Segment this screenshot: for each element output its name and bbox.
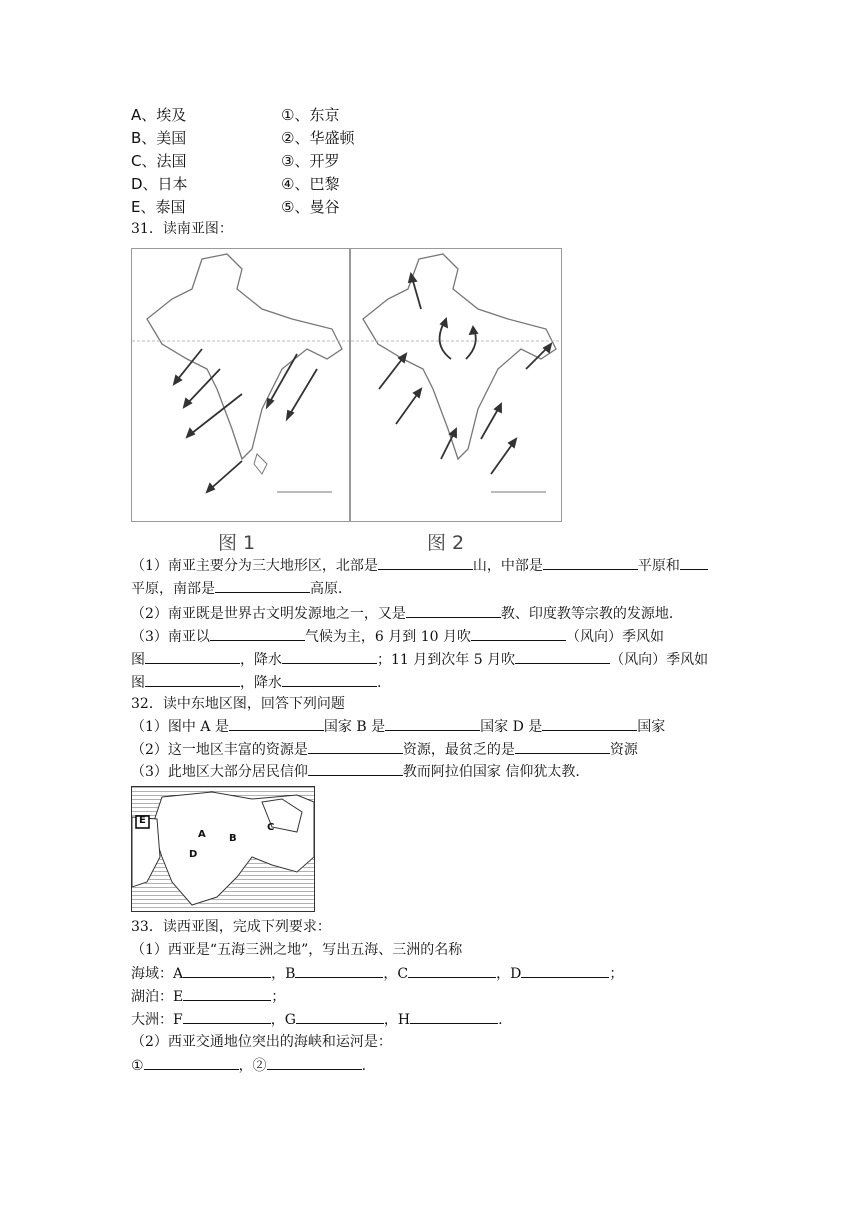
answer-blank[interactable] bbox=[183, 986, 271, 1001]
answer-blank[interactable] bbox=[543, 555, 638, 570]
q31-part1-line1: （1）南亚主要分为三大地形区，北部是 山，中部是 平原和 bbox=[131, 555, 708, 576]
answer-blank[interactable] bbox=[229, 716, 324, 731]
q33-lake: 湖泊：E ； bbox=[131, 986, 285, 1007]
answer-blank[interactable] bbox=[215, 578, 310, 593]
answer-blank[interactable] bbox=[406, 603, 501, 618]
matching-right-item: ④、巴黎 bbox=[281, 175, 340, 193]
map-label-b: B bbox=[229, 833, 237, 844]
answer-blank[interactable] bbox=[542, 716, 637, 731]
answer-blank[interactable] bbox=[267, 1055, 362, 1070]
q32-part2: （2）这一地区丰富的资源是 资源，最贫乏的是 资源 bbox=[131, 739, 638, 760]
answer-blank[interactable] bbox=[515, 739, 610, 754]
q33-answers: ① ，② . bbox=[131, 1055, 366, 1076]
answer-blank[interactable] bbox=[308, 739, 403, 754]
matching-left-item: A、埃及 bbox=[131, 106, 187, 124]
q31-part2: （2）南亚既是世界古文明发源地之一，又是 教、印度教等宗教的发源地． bbox=[131, 603, 683, 624]
south-asia-map-1 bbox=[131, 248, 350, 522]
answer-blank[interactable] bbox=[378, 555, 473, 570]
answer-blank[interactable] bbox=[521, 963, 609, 978]
matching-left-item: B、美国 bbox=[131, 129, 187, 147]
answer-blank[interactable] bbox=[308, 761, 403, 776]
matching-right-item: ①、东京 bbox=[281, 106, 340, 124]
q31-part3-line1: （3）南亚以 气候为主，6 月到 10 月吹 （风向）季风如 bbox=[131, 626, 664, 647]
matching-right-item: ⑤、曼谷 bbox=[281, 198, 340, 216]
answer-blank[interactable] bbox=[471, 626, 566, 641]
answer-blank[interactable] bbox=[385, 716, 480, 731]
answer-blank[interactable] bbox=[183, 963, 271, 978]
answer-blank[interactable] bbox=[282, 649, 377, 664]
q33-part2: （2）西亚交通地位突出的海峡和运河是： bbox=[131, 1034, 392, 1050]
matching-right-column bbox=[281, 104, 354, 219]
answer-blank[interactable] bbox=[680, 555, 708, 570]
answer-blank[interactable] bbox=[145, 649, 240, 664]
q33-part1: （1）西亚是“五海三洲之地”，写出五海、三洲的名称 bbox=[131, 942, 463, 958]
matching-right-item: ②、华盛顿 bbox=[281, 129, 355, 147]
map-label-a: A bbox=[198, 829, 206, 840]
q32-part3: （3）此地区大部分居民信仰 教而阿拉伯国家 信仰犹太教. bbox=[131, 761, 580, 782]
q32-part1: （1）图中 A 是 国家 B 是 国家 D 是 国家 bbox=[131, 716, 665, 737]
answer-blank[interactable] bbox=[210, 626, 305, 641]
q33-continents: 大洲：F ，G ，H . bbox=[131, 1009, 503, 1030]
matching-left-item: D、日本 bbox=[131, 175, 188, 193]
map-label-e: E bbox=[139, 815, 146, 826]
answer-blank[interactable] bbox=[410, 1009, 498, 1024]
answer-blank[interactable] bbox=[282, 672, 377, 687]
q31-part3-line2: 图 ，降水 ；11 月到次年 5 月吹 （风向）季风如 bbox=[131, 649, 708, 670]
matching-left-item: E、泰国 bbox=[131, 198, 186, 216]
south-asia-map-2 bbox=[350, 248, 562, 522]
matching-right-item: ③、开罗 bbox=[281, 152, 340, 170]
map-1-caption: 图 1 bbox=[218, 532, 256, 554]
map-label-c: C bbox=[267, 822, 275, 833]
q31-title: 31．读南亚图： bbox=[131, 221, 233, 237]
q33-seas: 海域：A ，B ，C ，D ； bbox=[131, 963, 623, 984]
matching-left-item: C、法国 bbox=[131, 152, 187, 170]
answer-blank[interactable] bbox=[515, 649, 610, 664]
q31-part1-line2: 平原，南部是 高原． bbox=[131, 578, 352, 599]
q32-title: 32．读中东地区图，回答下列问题 bbox=[131, 696, 345, 712]
answer-blank[interactable] bbox=[144, 1055, 239, 1070]
answer-blank[interactable] bbox=[295, 963, 383, 978]
answer-blank[interactable] bbox=[296, 1009, 384, 1024]
answer-blank[interactable] bbox=[183, 1009, 271, 1024]
map-label-d: D bbox=[189, 849, 198, 860]
q31-part3-line3: 图 ，降水 . bbox=[131, 672, 381, 693]
answer-blank[interactable] bbox=[408, 963, 496, 978]
q33-title: 33．读西亚图，完成下列要求： bbox=[131, 919, 331, 935]
middle-east-map bbox=[131, 786, 315, 912]
map-2-caption: 图 2 bbox=[427, 532, 465, 554]
matching-left-column bbox=[131, 104, 188, 219]
answer-blank[interactable] bbox=[145, 672, 240, 687]
